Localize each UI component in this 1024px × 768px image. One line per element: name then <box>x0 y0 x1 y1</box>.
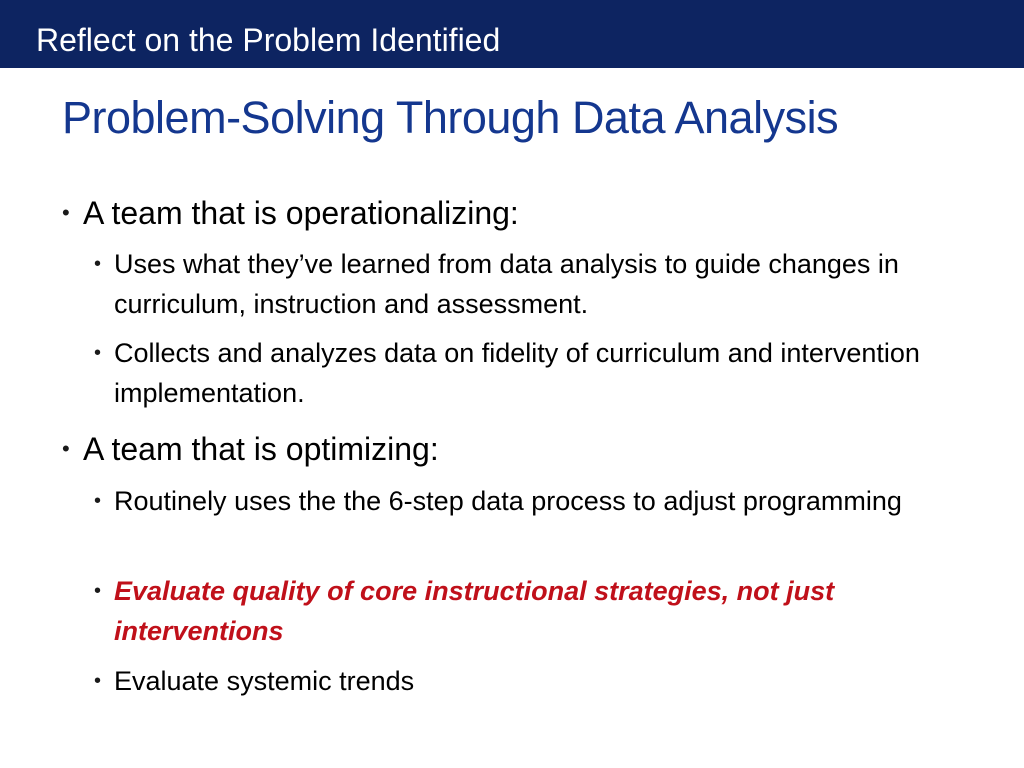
bullet-icon: • <box>94 490 102 512</box>
bullet-icon: • <box>94 253 102 275</box>
bullet-text: Routinely uses the the 6-step data process to adjust programming <box>114 486 902 516</box>
header-bar <box>0 0 1024 68</box>
section-title: Reflect on the Problem Identified <box>36 22 501 58</box>
bullet-icon: • <box>94 580 102 602</box>
bullet-icon: • <box>62 200 70 225</box>
bullet-icon: • <box>62 436 70 461</box>
sub-bullet-item-six-step <box>94 481 974 521</box>
bullet-text: Evaluate systemic trends <box>114 666 415 696</box>
bullet-text: A team that is optimizing: <box>83 431 439 467</box>
bullet-text-emphasized: Evaluate quality of core instructional strategies, not just interventions <box>114 576 835 646</box>
bullet-icon: • <box>94 342 102 364</box>
bullet-text: Uses what they’ve learned from data analysis to guide changes in curriculum, instruction and assessment. <box>114 249 899 319</box>
bullet-text: A team that is operationalizing: <box>83 195 519 231</box>
bullet-item-operationalizing <box>62 193 982 233</box>
bullet-icon: • <box>94 670 102 692</box>
bullet-text: Collects and analyzes data on fidelity of curriculum and intervention implementation. <box>114 338 920 408</box>
sub-bullet-item-systemic-trends <box>94 661 974 701</box>
bullet-item-optimizing <box>62 429 982 469</box>
sub-bullet-item-fidelity <box>94 333 974 413</box>
sub-bullet-item-uses-data <box>94 244 974 324</box>
slide-title: Problem-Solving Through Data Analysis <box>62 92 839 143</box>
sub-bullet-item-evaluate-quality <box>94 571 974 651</box>
